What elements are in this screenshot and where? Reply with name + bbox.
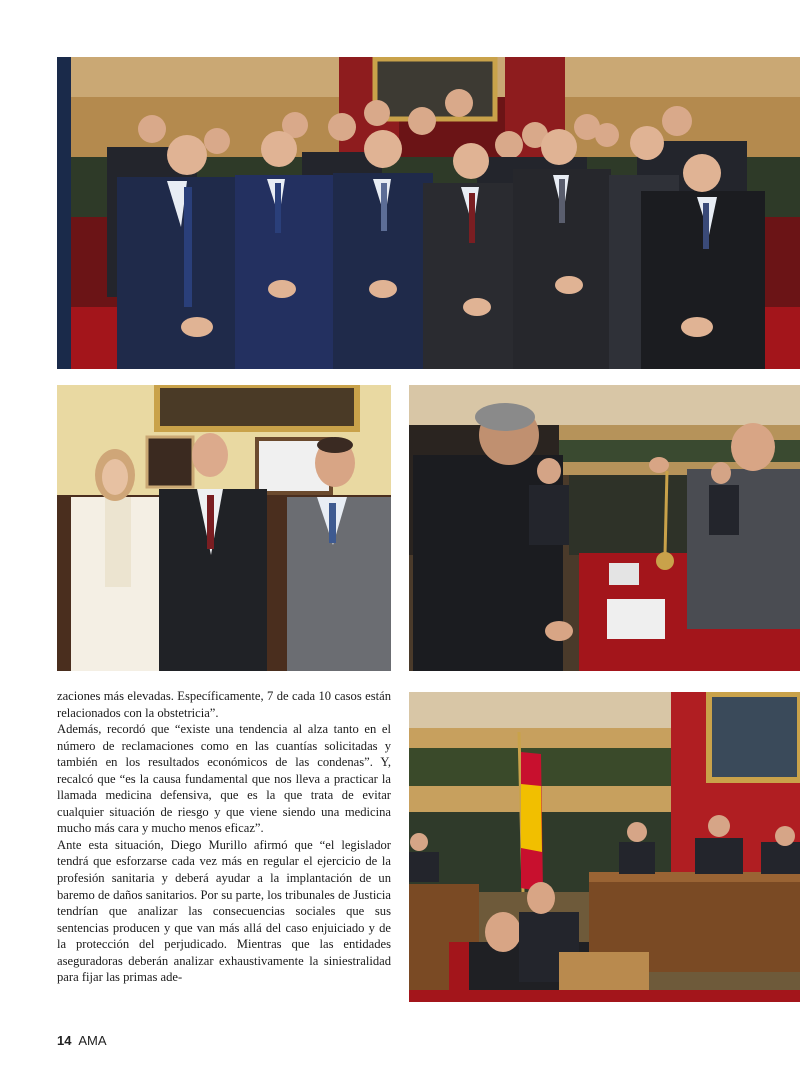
page-footer (57, 1033, 107, 1048)
medal-ceremony-photo (409, 385, 800, 671)
page-number: 14 (57, 1033, 72, 1048)
assembly-hall-photo (409, 692, 800, 1002)
article-paragraph: Además, recordó que “existe una tendencia al alza tanto en el número de reclamaciones como en las cuantías solicitadas y también en los resultados económicos de las condenas”. Y, recalcó que “es la causa fundamental que nos lleva a practicar la llamada medicina defensiva, que es la que trata de evitar cualquier situación de riesgo y que viene siendo una medicina mucho más cara y mucho menos eficaz”. (57, 722, 391, 836)
office-trio-photo (57, 385, 391, 671)
article-paragraph: zaciones más elevadas. Específicamente, 7 de cada 10 casos están relacionados con la obstetricia”. (57, 689, 391, 720)
article-paragraph: Ante esta situación, Diego Murillo afirmó que “el legislador tendrá que esforzarse cada vez más en regular el ejercicio de la profesión sanitaria y deberá ayudar a la implantación de un baremo de daños sanitarios. Por su parte, los tribunales de Justicia tendrían que analizar las consecuencias sociales que sus sentencias producen y que van más allá del caso enjuiciado y de la protección del perjudicado. Mientras que las entidades aseguradoras deberán analizar exhaustivamente la siniestralidad para fijar las primas ade- (57, 837, 391, 985)
group-photo (57, 57, 800, 369)
magazine-name: AMA (78, 1033, 107, 1048)
article-text (57, 688, 391, 986)
